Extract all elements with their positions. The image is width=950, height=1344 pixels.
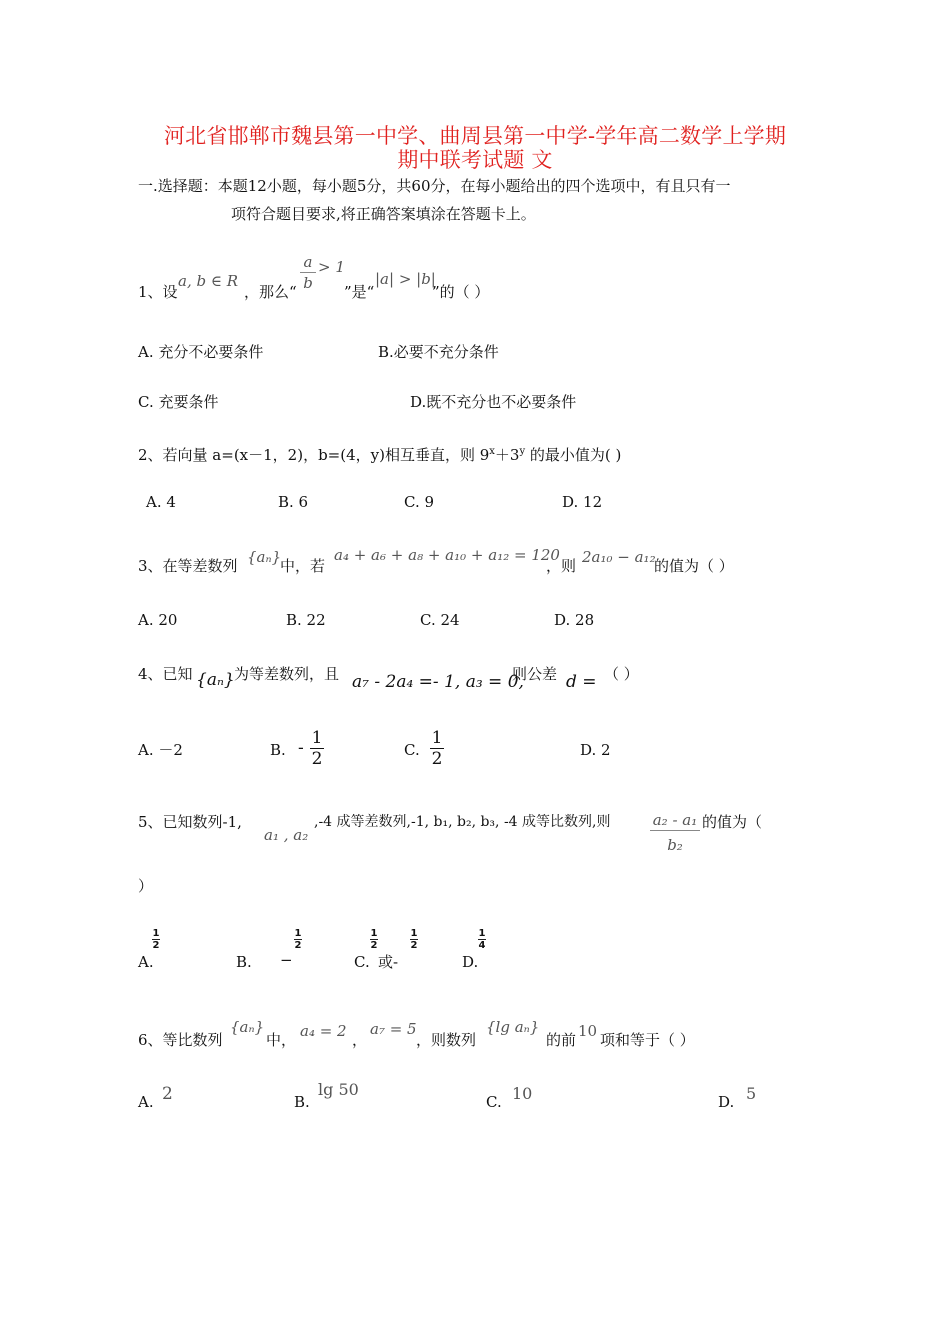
q1-math-abs: |a| > |b|: [375, 270, 436, 288]
section-intro-line2: 项符合题目要求,将正确答案填涂在答题卡上。: [231, 205, 536, 223]
q4-math-d: d =: [566, 672, 597, 692]
q2-option-c: C. 9: [404, 493, 435, 511]
q5-option-c-num1: 1: [370, 928, 378, 939]
q5-option-b-sign: −: [280, 951, 293, 969]
doc-title-line1: 河北省邯郸市魏县第一中学、曲周县第一中学-学年高二数学上学期: [163, 124, 787, 148]
q6-option-c-value: 10: [512, 1084, 533, 1103]
q3-option-a: A. 20: [138, 611, 178, 629]
section-intro-line1: 一.选择题：本题12小题，每小题5分，共60分，在每小题给出的四个选项中，有且只有一: [138, 177, 731, 195]
q6-suffix: 项和等于（ ）: [600, 1031, 695, 1049]
q6-option-c-label: C.: [486, 1093, 502, 1111]
q5-suffix: 的值为（: [702, 813, 763, 831]
q2-option-b: B. 6: [278, 493, 309, 511]
q2-option-a: A. 4: [146, 493, 176, 511]
q4-option-b-num: 1: [311, 728, 323, 748]
q5-option-c-den2: 2: [410, 940, 418, 951]
q5-option-a-label: A.: [138, 953, 154, 971]
q6-option-d-value: 5: [746, 1084, 757, 1103]
q3-prefix: 3、在等差数列: [138, 557, 238, 575]
q4-prefix: 4、已知: [138, 665, 193, 683]
q4-mid2: 则公差: [512, 665, 558, 683]
q5-option-d-den: 4: [478, 940, 486, 951]
q1-suffix: ”的（ ）: [432, 283, 490, 301]
q5-option-b-label: B.: [236, 953, 252, 971]
q5-frac-den: b₂: [650, 830, 700, 855]
q5-option-d-num: 1: [478, 928, 486, 939]
q4-option-c-label: C.: [404, 741, 420, 759]
q1-math-set: a, b ∈ R: [178, 272, 239, 290]
q5-frac-num: a₂ - a₁: [652, 811, 698, 829]
q6-mid4: 的前: [546, 1031, 577, 1049]
q5-option-d-label: D.: [462, 953, 479, 971]
q3-option-c: C. 24: [420, 611, 460, 629]
q6-option-a-label: A.: [138, 1093, 154, 1111]
q5-option-a-num: 1: [152, 928, 160, 939]
q1-mid2: ”是“: [344, 283, 375, 301]
q2-sup-y: y: [519, 446, 526, 457]
q5-fraction: [650, 810, 700, 855]
q4-option-b-label: B.: [270, 741, 286, 759]
q5-option-c-den1: 2: [370, 940, 378, 951]
q5-option-b-num: 1: [294, 928, 302, 939]
q1-option-a: A. 充分不必要条件: [138, 343, 264, 361]
q5-option-a-den: 2: [152, 940, 160, 951]
q5-option-c-num2: 1: [410, 928, 418, 939]
q6-math-a7: a₇ = 5: [370, 1020, 417, 1038]
q6-mid3: ，则数列: [416, 1031, 477, 1049]
q4-option-c-num: 1: [431, 728, 443, 748]
q5-option-b-fraction: [294, 928, 302, 951]
q1-option-c: C. 充要条件: [138, 393, 219, 411]
q6-option-b-label: B.: [294, 1093, 310, 1111]
q3-math-sum: a₄ + a₆ + a₈ + a₁₀ + a₁₂ = 120: [334, 546, 560, 564]
q6-math-a4: a₄ = 2: [300, 1022, 347, 1040]
q4-option-d: D. 2: [580, 741, 611, 759]
doc-title-line2: 期中联考试题 文: [397, 148, 553, 172]
q3-option-b: B. 22: [286, 611, 326, 629]
q6-option-d-label: D.: [718, 1093, 735, 1111]
q1-fraction: [300, 252, 316, 293]
q6-math-lgseq: {lg aₙ}: [486, 1018, 540, 1036]
q4-option-b-sign: -: [298, 738, 304, 758]
q4-mid1: 为等差数列，且: [234, 665, 340, 683]
q4-math-seq: {aₙ}: [196, 670, 235, 690]
q5-option-b-den: 2: [294, 940, 302, 951]
q4-option-b-fraction: [310, 728, 324, 769]
q2-sup-x: x: [489, 446, 495, 457]
q1-option-d: D.既不充分也不必要条件: [410, 393, 577, 411]
q5-prefix: 5、已知数列-1,: [138, 813, 242, 831]
q5-option-c-fraction-1: [370, 928, 378, 951]
q6-math-seq: {aₙ}: [230, 1018, 265, 1036]
q5-mid1: ,-4 成等差数列,-1, b₁, b₂, b₃, -4 成等比数列,则: [314, 814, 611, 830]
q3-math-expr: 2a₁₀ − a₁₂: [582, 548, 656, 566]
q5-option-d-fraction: [478, 928, 486, 951]
q3-option-d: D. 28: [554, 611, 595, 629]
q3-suffix: 的值为（ ）: [654, 557, 734, 575]
q1-prefix: 1、设: [138, 283, 178, 301]
q5-option-c-fraction-2: [410, 928, 418, 951]
q6-mid1: 中，: [266, 1031, 297, 1049]
q1-frac-num: a: [303, 253, 313, 271]
q2-text-part2: ＋3: [494, 446, 520, 464]
q5-math-terms: a₁ , a₂: [264, 826, 309, 844]
q4-suffix: （ ）: [604, 665, 639, 683]
q2-text: [138, 442, 621, 465]
q5-option-c-label: C.: [354, 953, 370, 971]
q6-prefix: 6、等比数列: [138, 1031, 223, 1049]
q4-option-c-den: 2: [431, 749, 443, 769]
q4-option-c-fraction: [430, 728, 444, 769]
q6-math-ten: 10: [578, 1022, 598, 1040]
q6-mid2: ，: [352, 1031, 368, 1049]
q5-option-c-or: 或-: [378, 953, 399, 971]
q1-frac-relation: > 1: [318, 258, 345, 276]
q2-text-part1: 2、若向量 a=(x－1，2)，b=(4，y)相互垂直，则 9: [138, 446, 490, 464]
q2-text-part3: 的最小值为( ): [525, 446, 622, 464]
q4-option-a: A. －2: [138, 741, 183, 759]
q1-option-b: B.必要不充分条件: [378, 343, 499, 361]
q6-option-b-value: lg 50: [318, 1080, 359, 1099]
q5-option-a-fraction: [152, 928, 160, 951]
q4-option-b-den: 2: [311, 749, 323, 769]
q2-option-d: D. 12: [562, 493, 603, 511]
q1-frac-den: b: [300, 272, 316, 293]
q3-math-seq: {aₙ}: [247, 548, 282, 566]
q6-option-a-value: 2: [162, 1084, 173, 1104]
q3-mid2: ，则: [546, 557, 577, 575]
q3-mid1: 中，若: [280, 557, 326, 575]
q1-mid1: ，那么“: [244, 283, 297, 301]
q4-math-cond: a₇ - 2a₄ =- 1, a₃ = 0,: [352, 672, 524, 692]
q5-suffix-close: ）: [138, 877, 154, 895]
